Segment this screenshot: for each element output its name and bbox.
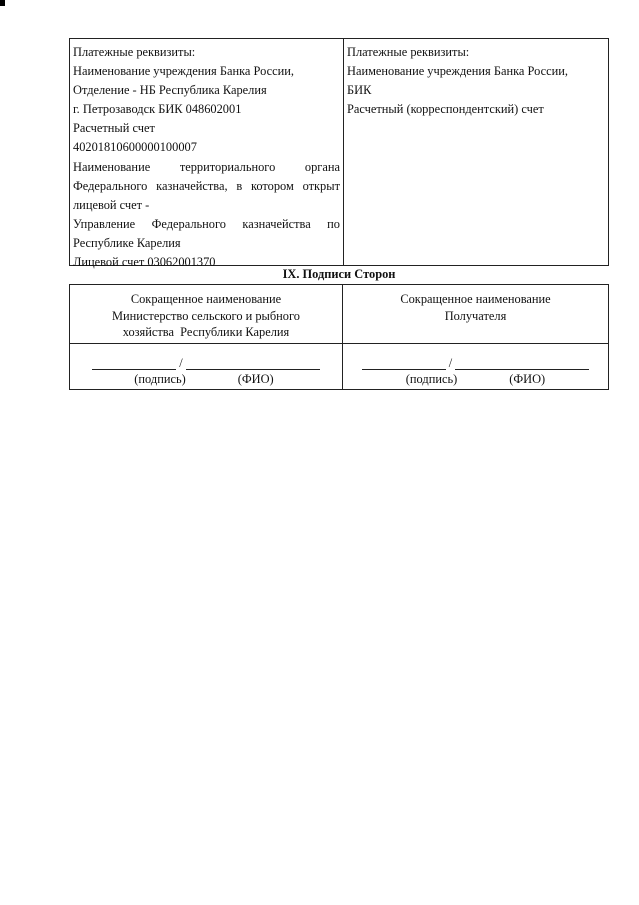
signature-label: (подпись) bbox=[134, 372, 186, 386]
scan-corner-mark bbox=[0, 0, 5, 6]
fio-blank[interactable] bbox=[186, 357, 320, 370]
req-left-line: 40201810600000100007 bbox=[73, 140, 197, 155]
signature-label: (подпись) bbox=[405, 372, 458, 386]
req-left-line: Платежные реквизиты: bbox=[73, 45, 196, 59]
requisites-left-column bbox=[70, 39, 344, 270]
signatures-sign-row bbox=[70, 344, 608, 390]
signature-slash: / bbox=[448, 356, 453, 370]
req-left-line: Управление Федерального казначейства по bbox=[73, 216, 340, 231]
req-left-line: лицевой счет - bbox=[73, 197, 150, 212]
signatures-names-row bbox=[70, 285, 608, 344]
req-left-line: Лицевой счет 03062001370 bbox=[73, 255, 216, 270]
section-title: IX. Подписи Сторон bbox=[282, 267, 396, 281]
req-left-line: Республике Карелия bbox=[73, 235, 181, 250]
signature-blank[interactable] bbox=[362, 357, 446, 370]
req-left-line: Отделение - НБ Республика Карелия bbox=[73, 83, 267, 98]
fio-blank[interactable] bbox=[455, 357, 589, 370]
req-left-line: Наименование учреждения Банка России, bbox=[73, 64, 294, 79]
req-left-line: Наименование территориального органа bbox=[73, 159, 340, 174]
fio-label: (ФИО) bbox=[509, 372, 546, 386]
signatures-table bbox=[69, 284, 609, 390]
req-left-line: г. Петрозаводск БИК 048602001 bbox=[73, 102, 242, 117]
signature-blank[interactable] bbox=[92, 357, 176, 370]
req-right-line: БИК bbox=[347, 83, 372, 98]
payment-requisites-table bbox=[69, 38, 609, 270]
requisites-right-column bbox=[344, 39, 608, 265]
party-left-signature-cell bbox=[70, 344, 343, 390]
party-left-name-cell bbox=[70, 285, 343, 343]
party-right-name-line: Сокращенное наименование bbox=[400, 292, 551, 306]
signature-labels bbox=[70, 371, 342, 387]
req-right-line: Платежные реквизиты: bbox=[347, 45, 470, 59]
signature-line bbox=[70, 354, 342, 370]
party-right-name-cell bbox=[343, 285, 608, 343]
req-left-line: Расчетный счет bbox=[73, 121, 155, 136]
req-right-line: Расчетный (корреспондентский) счет bbox=[347, 102, 544, 117]
fio-label: (ФИО) bbox=[237, 372, 274, 386]
party-right-name-line: Получателя bbox=[444, 308, 507, 323]
signature-labels bbox=[343, 371, 608, 387]
party-left-name-line: Министерство сельского и рыбного bbox=[112, 308, 300, 323]
party-left-name-line: хозяйства Республики Карелия bbox=[122, 325, 290, 339]
req-left-line: Федерального казначейства, в котором открыт bbox=[73, 178, 340, 193]
party-right-signature-cell bbox=[343, 344, 608, 390]
signature-line bbox=[343, 354, 608, 370]
party-left-name-line: Сокращенное наименование bbox=[130, 292, 282, 306]
req-right-line: Наименование учреждения Банка России, bbox=[347, 64, 568, 79]
signature-slash: / bbox=[179, 356, 183, 370]
